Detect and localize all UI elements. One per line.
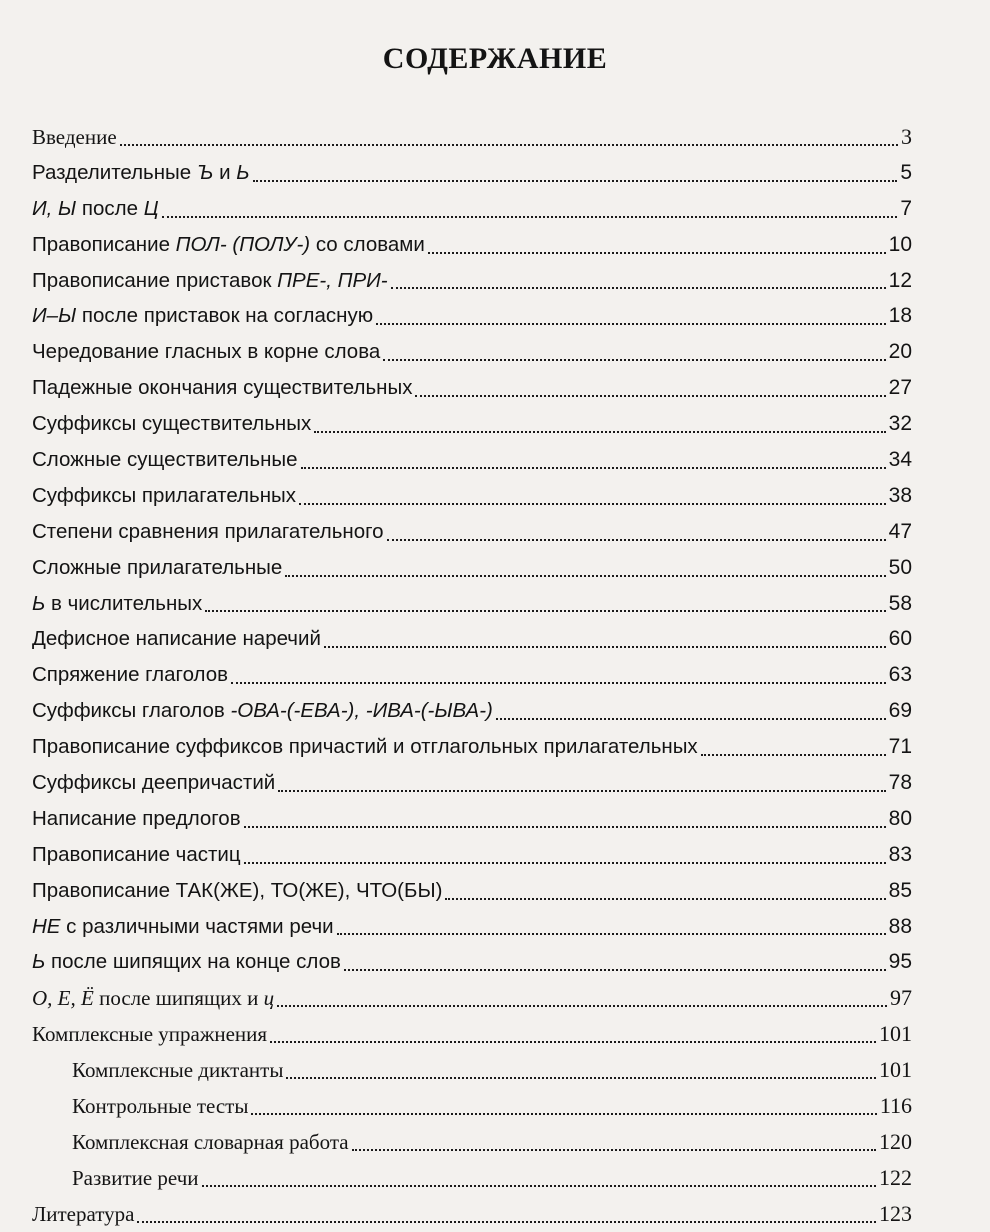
toc-title-part: Правописание суффиксов причастий и отглагольных прилагательных bbox=[32, 735, 698, 759]
toc-entry-title bbox=[32, 944, 341, 980]
toc-entry bbox=[32, 514, 912, 550]
toc-page-number: 120 bbox=[879, 1128, 912, 1154]
toc-entry-title bbox=[32, 765, 275, 801]
dot-leader bbox=[137, 1220, 876, 1223]
toc-entry-title bbox=[72, 1161, 199, 1196]
toc-entry bbox=[32, 334, 912, 370]
toc-entry-title bbox=[32, 981, 274, 1016]
toc-title-part: Сложные существительные bbox=[32, 448, 298, 472]
dot-leader bbox=[428, 251, 886, 254]
toc-entry-title bbox=[32, 406, 311, 442]
toc-page-number: 12 bbox=[888, 268, 912, 292]
toc-page-number: 47 bbox=[888, 519, 912, 543]
toc-entry-title bbox=[32, 657, 228, 693]
toc-title-part: с различными частями речи bbox=[60, 914, 334, 938]
toc-title-italic-part: НЕ bbox=[32, 914, 61, 938]
dot-leader bbox=[299, 502, 886, 505]
toc-entry bbox=[32, 801, 912, 837]
toc-page-number: 60 bbox=[888, 627, 912, 651]
toc-page-number: 85 bbox=[888, 878, 912, 902]
toc-page-number: 71 bbox=[888, 735, 912, 759]
toc-entry bbox=[32, 621, 912, 657]
toc-title-part: Дефисное написание наречий bbox=[32, 627, 321, 651]
toc-title-part: Правописание bbox=[32, 232, 176, 256]
toc-page-number: 80 bbox=[888, 806, 912, 830]
toc-title-part: в числительных bbox=[45, 591, 203, 615]
toc-entry bbox=[32, 478, 912, 514]
dot-leader bbox=[387, 538, 886, 541]
toc-page-number: 83 bbox=[888, 842, 912, 866]
toc-entry-title bbox=[32, 837, 241, 873]
dot-leader bbox=[337, 932, 886, 935]
toc-title-part: Падежные окончания существительных bbox=[32, 376, 413, 400]
dot-leader bbox=[162, 215, 898, 218]
toc-title-part: Контрольные тесты bbox=[72, 1094, 249, 1119]
dot-leader bbox=[244, 861, 886, 864]
toc-title-part: Правописание частиц bbox=[32, 842, 241, 866]
toc-entry bbox=[32, 909, 912, 945]
toc-page-number: 18 bbox=[888, 304, 912, 328]
toc-entry bbox=[32, 1016, 912, 1052]
toc-page-number: 5 bbox=[900, 160, 912, 184]
toc-entry bbox=[32, 406, 912, 442]
dot-leader bbox=[415, 394, 885, 397]
toc-title-part: Написание предлогов bbox=[32, 806, 241, 830]
toc-page-number: 95 bbox=[888, 950, 912, 974]
toc-title-part: Суффиксы деепричастий bbox=[32, 771, 276, 795]
toc-entry bbox=[32, 873, 912, 909]
toc-title-italic-part: ц bbox=[263, 986, 275, 1011]
toc-entry bbox=[32, 837, 912, 873]
dot-leader bbox=[352, 1148, 876, 1151]
toc-entry bbox=[32, 370, 912, 406]
toc-page-number: 38 bbox=[888, 483, 912, 507]
toc-entry bbox=[32, 657, 912, 693]
toc-entry-title bbox=[32, 298, 373, 334]
toc-title-part: Комплексная словарная работа bbox=[72, 1129, 349, 1154]
toc-entry-title bbox=[32, 693, 493, 729]
toc-entry-title bbox=[32, 478, 296, 514]
toc-title-part: Спряжение глаголов bbox=[32, 663, 229, 687]
toc-title-part: Сложные прилагательные bbox=[32, 555, 283, 579]
toc-entry bbox=[32, 1160, 912, 1196]
toc-entry bbox=[32, 1196, 912, 1232]
dot-leader bbox=[324, 645, 886, 648]
toc-title-part: Комплексные диктанты bbox=[72, 1058, 284, 1083]
toc-title-part: Развитие речи bbox=[72, 1165, 199, 1190]
toc-title-part: Степени сравнения прилагательного bbox=[32, 519, 384, 543]
toc-entry bbox=[32, 586, 912, 622]
dot-leader bbox=[445, 897, 885, 900]
toc-entry-title bbox=[32, 873, 442, 909]
toc-title-part: Литература bbox=[32, 1201, 135, 1226]
toc-entry bbox=[32, 191, 912, 227]
dot-leader bbox=[253, 179, 898, 182]
dot-leader bbox=[383, 358, 885, 361]
dot-leader bbox=[286, 1076, 876, 1079]
toc-title-part: Комплексные упражнения bbox=[32, 1022, 268, 1047]
dot-leader bbox=[376, 322, 886, 325]
table-of-contents bbox=[32, 119, 912, 1232]
toc-entry-title bbox=[32, 729, 698, 765]
toc-page-number: 101 bbox=[879, 1021, 912, 1047]
toc-page-number: 27 bbox=[888, 376, 912, 400]
dot-leader bbox=[344, 968, 886, 971]
toc-title-italic-part: Ц bbox=[143, 196, 159, 220]
toc-entry bbox=[32, 550, 912, 586]
toc-title-part: Суффиксы прилагательных bbox=[32, 483, 297, 507]
toc-entry bbox=[32, 1052, 912, 1088]
toc-entry-title bbox=[32, 801, 241, 837]
toc-title-part: Введение bbox=[32, 125, 117, 149]
toc-entry bbox=[32, 980, 912, 1016]
dot-leader bbox=[278, 789, 885, 792]
toc-entry bbox=[32, 155, 912, 191]
toc-entry-title bbox=[32, 155, 250, 191]
toc-entry-title bbox=[32, 1197, 134, 1232]
toc-page-number: 10 bbox=[888, 232, 912, 256]
toc-title-italic-part: Ъ bbox=[196, 160, 214, 184]
toc-entry bbox=[32, 693, 912, 729]
toc-title-italic-part: И, Ы bbox=[32, 196, 77, 220]
toc-title-part: Правописание ТАК(ЖЕ), ТО(ЖЕ), ЧТО(БЫ) bbox=[32, 878, 443, 902]
toc-entry bbox=[32, 729, 912, 765]
toc-page-number: 3 bbox=[901, 124, 912, 149]
toc-page-number: 97 bbox=[890, 985, 912, 1011]
dot-leader bbox=[496, 717, 886, 720]
toc-page-number: 101 bbox=[879, 1057, 912, 1083]
toc-page-number: 32 bbox=[888, 412, 912, 436]
toc-page-number: 78 bbox=[888, 771, 912, 795]
toc-title-part: Правописание приставок bbox=[32, 268, 278, 292]
toc-entry-title bbox=[32, 442, 298, 478]
toc-entry-title bbox=[32, 227, 425, 263]
dot-leader bbox=[231, 681, 886, 684]
toc-entry-title bbox=[32, 621, 321, 657]
toc-entry bbox=[32, 1124, 912, 1160]
toc-page-number: 123 bbox=[879, 1200, 912, 1226]
toc-page-number: 20 bbox=[888, 340, 912, 364]
toc-entry-title bbox=[72, 1125, 349, 1160]
toc-title-italic-part: И–Ы bbox=[32, 304, 77, 328]
dot-leader bbox=[391, 286, 886, 289]
toc-title-italic-part: О, Е, Ё bbox=[32, 986, 94, 1011]
dot-leader bbox=[277, 1004, 887, 1007]
toc-entry bbox=[32, 298, 912, 334]
dot-leader bbox=[285, 574, 885, 577]
toc-entry bbox=[32, 765, 912, 801]
dot-leader bbox=[314, 430, 885, 433]
toc-title-italic-part: ПРЕ-, ПРИ- bbox=[277, 268, 388, 292]
toc-entry bbox=[32, 227, 912, 263]
toc-entry-title bbox=[32, 586, 202, 622]
toc-title-part: после шипящих и bbox=[93, 986, 264, 1011]
dot-leader bbox=[701, 753, 886, 756]
toc-page-number: 58 bbox=[888, 591, 912, 615]
toc-page-number: 34 bbox=[888, 448, 912, 472]
toc-entry-title bbox=[32, 550, 282, 586]
toc-entry-title bbox=[32, 1017, 267, 1052]
toc-title-italic-part: Ь bbox=[236, 160, 250, 184]
toc-entry-title bbox=[32, 334, 380, 370]
toc-entry bbox=[32, 442, 912, 478]
toc-title-part: Суффиксы глаголов bbox=[32, 699, 231, 723]
toc-title-part: и bbox=[213, 160, 237, 184]
dot-leader bbox=[270, 1040, 876, 1043]
toc-entry bbox=[32, 944, 912, 980]
dot-leader bbox=[120, 143, 898, 146]
dot-leader bbox=[251, 1112, 876, 1115]
toc-page-number: 69 bbox=[888, 699, 912, 723]
toc-entry-title bbox=[72, 1089, 248, 1124]
toc-entry-title bbox=[32, 120, 117, 155]
toc-entry-title bbox=[32, 370, 412, 406]
page-title: СОДЕРЖАНИЕ bbox=[382, 42, 608, 75]
toc-page-number: 122 bbox=[879, 1164, 912, 1190]
toc-entry bbox=[32, 1088, 912, 1124]
toc-entry-title bbox=[32, 514, 384, 550]
toc-page-number: 7 bbox=[900, 196, 912, 220]
toc-entry-title bbox=[72, 1053, 283, 1088]
toc-entry bbox=[32, 263, 912, 299]
toc-page-number: 88 bbox=[888, 914, 912, 938]
dot-leader bbox=[202, 1184, 876, 1187]
toc-page-number: 50 bbox=[888, 555, 912, 579]
toc-title-part: Суффиксы существительных bbox=[32, 412, 312, 436]
dot-leader bbox=[244, 825, 886, 828]
toc-page-number: 63 bbox=[888, 663, 912, 687]
toc-title-part: после шипящих на конце слов bbox=[45, 950, 341, 974]
dot-leader bbox=[205, 609, 885, 612]
toc-entry-title bbox=[32, 191, 159, 227]
toc-entry-title bbox=[32, 263, 388, 299]
toc-title-italic-part: -ОВА-(-ЕВА-), -ИВА-(-ЫВА-) bbox=[230, 699, 493, 723]
toc-title-part: Чередование гласных в корне слова bbox=[32, 340, 381, 364]
toc-title-italic-part: Ь bbox=[32, 950, 46, 974]
toc-title-italic-part: Ь bbox=[32, 591, 46, 615]
toc-title-part: после приставок на согласную bbox=[76, 304, 374, 328]
toc-title-part: со словами bbox=[310, 232, 425, 256]
toc-title-part: Разделительные bbox=[32, 160, 197, 184]
dot-leader bbox=[301, 466, 886, 469]
toc-entry-title bbox=[32, 909, 334, 945]
toc-entry bbox=[32, 119, 912, 155]
toc-page-number: 116 bbox=[879, 1093, 912, 1119]
toc-title-part: после bbox=[76, 196, 144, 220]
toc-title-italic-part: ПОЛ- (ПОЛУ-) bbox=[175, 232, 311, 256]
